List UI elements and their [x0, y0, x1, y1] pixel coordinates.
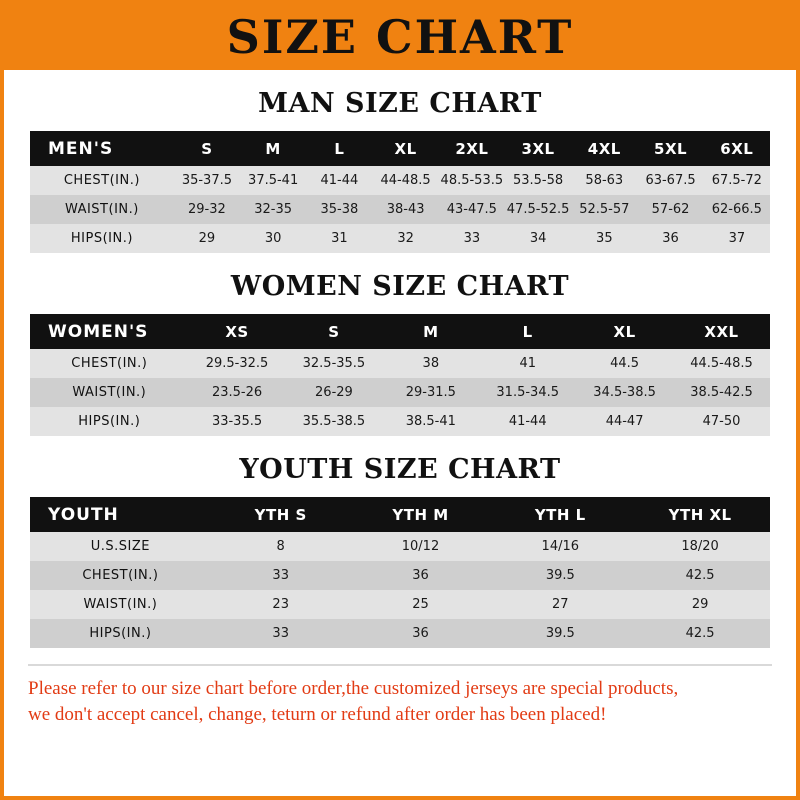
table-man-col-5: 3XL [505, 131, 571, 166]
cell: 44.5 [576, 349, 673, 378]
table-women-body [30, 349, 770, 436]
table-man-col-1: M [240, 131, 306, 166]
cell: 34 [505, 224, 571, 253]
banner-title: SIZE CHART [226, 10, 574, 64]
table-row [30, 407, 770, 436]
table-women-col-3: L [479, 314, 576, 349]
cell: 37.5-41 [240, 166, 306, 195]
table-row [30, 619, 770, 648]
row-label: HIPS(IN.) [30, 407, 189, 436]
table-man-col-6: 4XL [571, 131, 637, 166]
cell: 36 [637, 224, 703, 253]
table-row [30, 166, 770, 195]
table-youth-body [30, 532, 770, 648]
section-youth [4, 454, 796, 648]
section-title-youth: YOUTH SIZE CHART [239, 454, 561, 485]
cell: 57-62 [637, 195, 703, 224]
cell: 37 [704, 224, 770, 253]
cell: 29.5-32.5 [189, 349, 286, 378]
section-women [4, 271, 796, 436]
cell: 31.5-34.5 [479, 378, 576, 407]
table-women-head [30, 314, 770, 349]
table-youth-head [30, 497, 770, 532]
cell: 58-63 [571, 166, 637, 195]
disclaimer-note [28, 664, 772, 727]
row-label: HIPS(IN.) [30, 224, 174, 253]
cell: 33 [211, 561, 351, 590]
cell: 43-47.5 [439, 195, 505, 224]
cell: 41 [479, 349, 576, 378]
table-row [30, 378, 770, 407]
table-women-col-1: S [285, 314, 382, 349]
cell: 32.5-35.5 [285, 349, 382, 378]
note-line-2: we don't accept cancel, change, teturn or refund after order has been placed! [28, 703, 607, 725]
table-women [30, 314, 770, 436]
cell: 47.5-52.5 [505, 195, 571, 224]
table-row [30, 195, 770, 224]
cell: 36 [351, 619, 491, 648]
table-man-col-4: 2XL [439, 131, 505, 166]
table-header-row [30, 314, 770, 349]
cell: 39.5 [490, 619, 630, 648]
cell: 34.5-38.5 [576, 378, 673, 407]
cell: 39.5 [490, 561, 630, 590]
table-women-row-header: WOMEN'S [30, 314, 189, 349]
cell: 48.5-53.5 [439, 166, 505, 195]
cell: 30 [240, 224, 306, 253]
cell: 44-47 [576, 407, 673, 436]
table-youth-col-1: YTH M [351, 497, 491, 532]
table-youth-col-0: YTH S [211, 497, 351, 532]
table-man [30, 131, 770, 253]
table-header-row [30, 131, 770, 166]
cell: 38.5-42.5 [673, 378, 770, 407]
table-man-col-3: XL [373, 131, 439, 166]
cell: 33 [211, 619, 351, 648]
cell: 52.5-57 [571, 195, 637, 224]
cell: 35.5-38.5 [285, 407, 382, 436]
row-label: U.S.SIZE [30, 532, 211, 561]
cell: 27 [490, 590, 630, 619]
cell: 23.5-26 [189, 378, 286, 407]
table-man-col-8: 6XL [704, 131, 770, 166]
cell: 25 [351, 590, 491, 619]
table-row [30, 590, 770, 619]
table-women-col-4: XL [576, 314, 673, 349]
cell: 44.5-48.5 [673, 349, 770, 378]
table-youth-row-header: YOUTH [30, 497, 211, 532]
section-man [4, 88, 796, 253]
table-man-head [30, 131, 770, 166]
cell: 18/20 [630, 532, 770, 561]
table-row [30, 224, 770, 253]
cell: 33 [439, 224, 505, 253]
row-label: WAIST(IN.) [30, 195, 174, 224]
row-label: CHEST(IN.) [30, 561, 211, 590]
cell: 42.5 [630, 561, 770, 590]
cell: 32 [373, 224, 439, 253]
cell: 35-37.5 [174, 166, 240, 195]
cell: 63-67.5 [637, 166, 703, 195]
table-youth-col-3: YTH XL [630, 497, 770, 532]
table-row [30, 532, 770, 561]
cell: 41-44 [306, 166, 372, 195]
table-man-row-header: MEN'S [30, 131, 174, 166]
cell: 36 [351, 561, 491, 590]
cell: 38.5-41 [382, 407, 479, 436]
cell: 31 [306, 224, 372, 253]
cell: 42.5 [630, 619, 770, 648]
cell: 10/12 [351, 532, 491, 561]
table-row [30, 561, 770, 590]
cell: 53.5-58 [505, 166, 571, 195]
table-women-col-5: XXL [673, 314, 770, 349]
table-man-body [30, 166, 770, 253]
cell: 8 [211, 532, 351, 561]
cell: 62-66.5 [704, 195, 770, 224]
row-label: WAIST(IN.) [30, 590, 211, 619]
cell: 47-50 [673, 407, 770, 436]
cell: 35 [571, 224, 637, 253]
section-title-women: WOMEN SIZE CHART [230, 271, 570, 302]
cell: 35-38 [306, 195, 372, 224]
table-youth-col-2: YTH L [490, 497, 630, 532]
row-label: CHEST(IN.) [30, 166, 174, 195]
row-label: WAIST(IN.) [30, 378, 189, 407]
table-women-col-0: XS [189, 314, 286, 349]
table-women-col-2: M [382, 314, 479, 349]
cell: 67.5-72 [704, 166, 770, 195]
cell: 38-43 [373, 195, 439, 224]
section-title-man: MAN SIZE CHART [258, 88, 542, 119]
table-man-col-7: 5XL [637, 131, 703, 166]
cell: 29-31.5 [382, 378, 479, 407]
banner [4, 4, 796, 70]
cell: 29 [174, 224, 240, 253]
table-row [30, 349, 770, 378]
cell: 38 [382, 349, 479, 378]
cell: 29-32 [174, 195, 240, 224]
cell: 33-35.5 [189, 407, 286, 436]
cell: 14/16 [490, 532, 630, 561]
row-label: HIPS(IN.) [30, 619, 211, 648]
table-header-row [30, 497, 770, 532]
cell: 41-44 [479, 407, 576, 436]
table-man-col-2: L [306, 131, 372, 166]
cell: 26-29 [285, 378, 382, 407]
table-man-col-0: S [174, 131, 240, 166]
row-label: CHEST(IN.) [30, 349, 189, 378]
cell: 23 [211, 590, 351, 619]
note-line-1: Please refer to our size chart before order,the customized jerseys are special products, [28, 678, 679, 699]
table-youth [30, 497, 770, 648]
cell: 32-35 [240, 195, 306, 224]
cell: 29 [630, 590, 770, 619]
cell: 44-48.5 [373, 166, 439, 195]
